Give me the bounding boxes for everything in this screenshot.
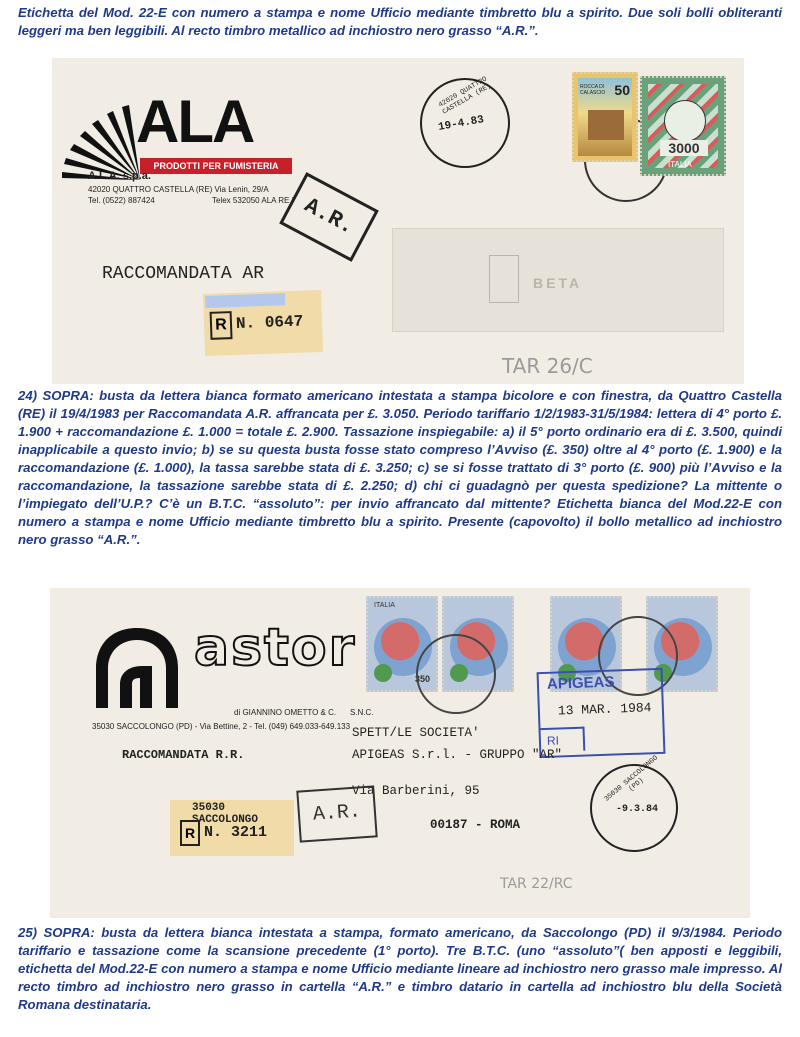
receipt-name: APIGEAS [546,673,615,693]
raccomandata-label: RACCOMANDATA AR [102,264,265,284]
stamp-3000 [640,76,726,176]
stamp-rocca-value: 50 [614,82,630,98]
pencil-note-2: TAR 22/RC [500,876,573,892]
ala-banner: PRODOTTI PER FUMISTERIA [140,158,292,174]
recipient-line-4: 00187 - ROMA [430,818,521,832]
receipt-stamp [537,668,666,758]
fan-logo-icon [62,92,142,182]
window-logo-icon [489,255,519,303]
receipt-date: 13 MAR. 1984 [557,700,652,719]
stamp-country: ITALIA [374,602,395,609]
sender-address: 42020 QUATTRO CASTELLA (RE) Via Lenin, 29/A [88,185,269,194]
sender-telex: Telex 532050 ALA RE I [212,196,294,205]
caption-24: 24) SOPRA: busta da lettera bianca formato americano intestata a stampa bicolore e con finestra, da Quattro Castella (RE) il 19/4/1983 per Raccomandata A.R. affrancata per £. 3.050. Periodo tariffario 1/2/1983-31/5/1984: lettera di 4° porto £. 1.900 + raccomandazione £. 1.000 = totale £. 2.900. Tassazione inspiegabile: a) il 5° porto ordinario era di £. 3.500, quindi inapplicabile a questo invio; b) se su questa busta fosse stato compreso l’Avviso (£. 350) oltre al 4° porto (£. 1.900) e la raccomandazione (£. 1.000), la tassa sarebbe stata di £. 3.250; c) se si fosse trattato di 3° porto (£. 900) più l’Avviso e la raccomandazione, la tassazione sarebbe stata di £. 2.250; d) chi ci guadagnò per questa spedizione? La mittente o l’impiegato dell’U.P.? C’è un B.T.C. “assoluto”: per invio affrancato dal mittente? Etichetta bianca del Mod.22-E con numero a stampa e nome Ufficio mediante timbretto blu a spirito. Presente (capovolto) il bollo metallico ad inchiostro nero grasso “A.R.”. [18,388,782,547]
astor-address: 35030 SACCOLONGO (PD) - Via Bettine, 2 - Tel. (049) 649.033-649.133 [92,722,351,731]
reg-letter-2: R [180,820,200,846]
postmark-3 [416,634,496,714]
postmark-date-2: -9.3.84 [616,804,659,815]
postmark-5 [590,754,678,852]
reg-number: N. 0647 [235,312,304,333]
postmark-1 [420,75,510,168]
astor-wordmark: astor [194,618,357,678]
stamp-3000-value: 3000 [660,140,708,156]
recipient-line-2: APIGEAS S.r.l. - GRUPPO "AR" [352,748,563,762]
caption-25: 25) SOPRA: busta da lettera bianca intestata a stampa, formato americano, da Saccolongo (PD) il 9/3/1984. Periodo tariffario e tassazione come la scansione precedente (1° porto). Tre B.T.C. (uno “assoluto”( ben apposti e leggibili, etichetta del Mod.22-E con numero a stampa e nome Ufficio mediante lineare ad inchiostro nero grasso male impresso. Al recto timbro ad inchiostro nero grasso in cartella “A.R.” e timbro datario in cartella ad inchiostro blu della Società Romana destinataria. [18,925,782,1012]
stamp-rocca-label: ROCCA DI CALASCIO [580,84,606,96]
reg-letter: R [210,311,233,340]
raccomandata-label-2: RACCOMANDATA R.R. [122,748,245,762]
address-window [392,228,724,332]
postmark-date: 19-4.83 [437,114,485,134]
envelope-ala [52,58,744,384]
postmark-ring-text: 42020 QUATTRO CASTELLA (RE) [437,75,493,117]
maker-name: di GIANNINO OMETTO & C. [234,708,337,717]
sender-company: A.L.A. s.p.a. [88,170,151,182]
maker-form: S.N.C. [350,708,374,717]
reg-number-2: N. 3211 [204,824,268,841]
pencil-note-1: TAR 26/C [502,354,593,378]
stamp-value: 350 [414,674,430,684]
caption-top: Etichetta del Mod. 22-E con numero a stampa e nome Ufficio mediante timbretto blu a spirito. Due soli bolli obliteranti leggeri ma ben leggibili. Al recto timbro metallico ad inchiostro nero grasso “A.R.”. [18,5,782,38]
reg-office: 35030 SACCOLONGO [192,802,259,826]
envelope-astor [50,588,750,918]
ar-stamp: A.R. [279,172,379,262]
recipient-line-3: Via Barberini, 95 [352,784,480,798]
stamp-rocca [572,72,638,162]
astor-logo-icon [92,624,182,712]
ar-stamp-2: A.R. [296,785,377,842]
registration-label [203,290,323,356]
sender-phone: Tel. (0522) 887424 [88,196,155,205]
receipt-code: RI [540,727,585,753]
recipient-line-1: SPETT/LE SOCIETA' [352,726,480,740]
window-text: BETA [533,275,583,291]
postmark-ring-text-2: 35030 SACCOLONGO (PD) [603,754,660,804]
stamp-3000-country: ITALIA [668,160,692,169]
registration-label-2 [170,800,294,856]
ala-wordmark: ALA [136,88,254,155]
